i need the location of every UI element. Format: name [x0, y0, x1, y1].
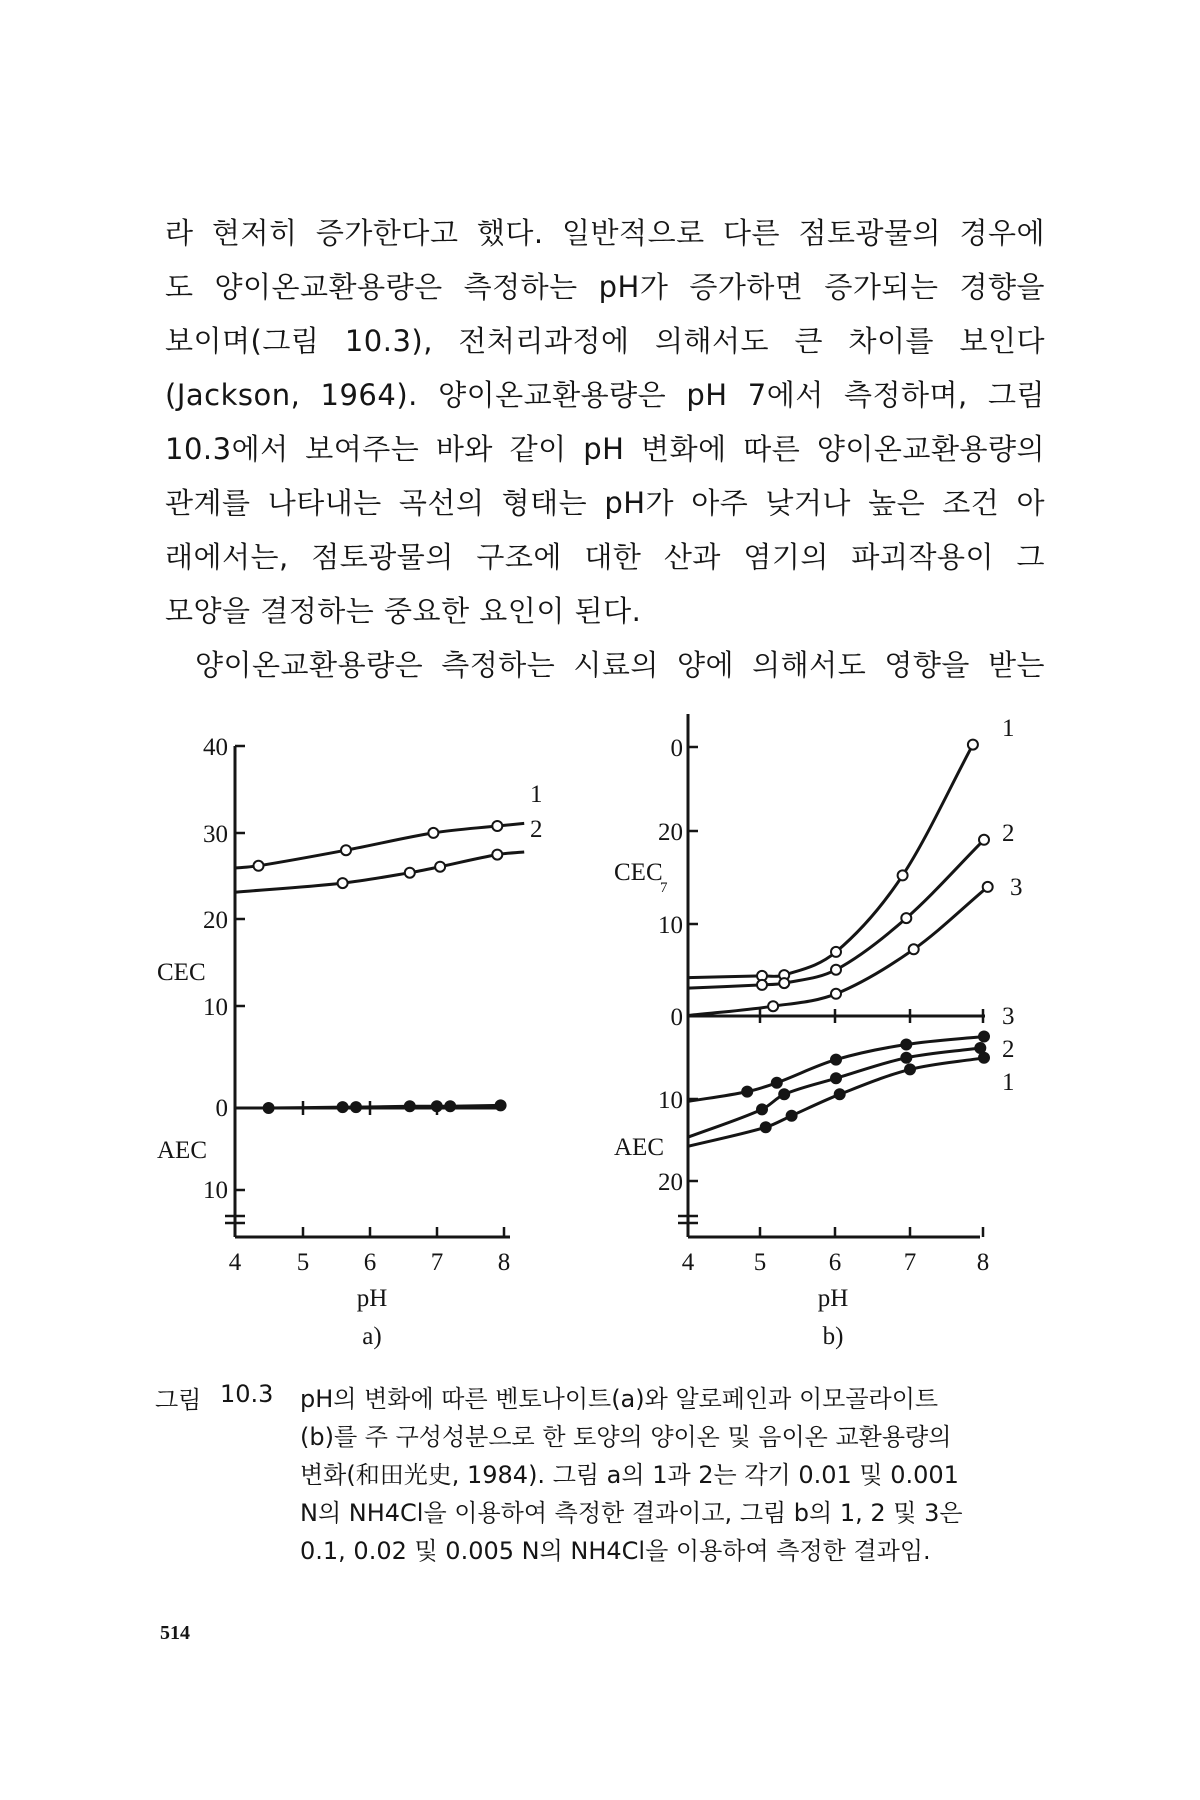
panel-b-series-cec-1-line: [688, 745, 973, 978]
panel-a-y-tick-label: 40: [203, 734, 228, 761]
panel-b-aec-curve-label: 2: [1002, 1036, 1015, 1063]
panel-a-cec-2-point: [492, 850, 502, 860]
paragraph-line: 10.3에서 보여주는 바와 같이 pH 변화에 따른 양이온교환용량의: [165, 432, 1045, 466]
panel-b-aec-label: AEC: [614, 1134, 664, 1161]
panel-b-aec-1-point: [905, 1064, 915, 1074]
panel-b: [614, 714, 1023, 1350]
panel-b-aec-2-point: [975, 1043, 985, 1053]
panel-b-cec-curve-label: 1: [1002, 715, 1015, 742]
panel-b-x-label: pH: [817, 1285, 849, 1312]
panel-a-aec-AEC-point: [445, 1101, 455, 1111]
panel-b-aec-curve-label: 1: [1002, 1069, 1015, 1096]
panel-a-aec-AEC-point: [351, 1102, 361, 1112]
panel-b-aec-2-point: [757, 1104, 767, 1114]
caption-line: 변화(和田光史, 1984). 그림 a의 1과 2는 각기 0.01 및 0.001: [300, 1461, 959, 1489]
panel-a-plot: [235, 821, 524, 1113]
panel-a-aec-AEC-point: [338, 1102, 348, 1112]
panel-b-aec-3-point: [979, 1032, 989, 1042]
panel-a-y-tick-label: 30: [203, 821, 228, 848]
panel-b-cec-curve-label: 3: [1010, 874, 1023, 901]
panel-b-x-tick-label: 8: [976, 1249, 990, 1276]
panel-a-cec-1-point: [492, 821, 502, 831]
panel-b-label: b): [822, 1323, 844, 1350]
panel-b-cec-3-point: [768, 1001, 778, 1011]
panel-b-y-tick-label: 20: [658, 1169, 683, 1196]
panel-a-aec-AEC-point: [264, 1103, 274, 1113]
panel-a-x-tick-label: 5: [296, 1249, 310, 1276]
panel-b-cec-3-point: [909, 944, 919, 954]
panel-b-cec-2-point: [779, 978, 789, 988]
caption-label: 그림: [155, 1386, 202, 1414]
panel-a-series-cec-2-line: [235, 852, 524, 892]
panel-a-cec-1-point: [254, 861, 264, 871]
paragraph-line: 보이며(그림 10.3), 전처리과정에 의해서도 큰 차이를 보인다: [165, 324, 1045, 358]
panel-b-series-aec-1-line: [688, 1058, 984, 1147]
panel-a-x-tick-label: 7: [430, 1249, 444, 1276]
caption-line: pH의 변화에 따른 벤토나이트(a)와 알로페인과 이모골라이트: [300, 1385, 939, 1413]
panel-b-cec-3-point: [983, 882, 993, 892]
caption-line: (b)를 주 구성성분으로 한 토양의 양이온 및 음이온 교환용량의: [300, 1423, 952, 1451]
panel-b-y-tick-label: 0: [670, 1004, 683, 1031]
panel-b-aec-2-point: [831, 1073, 841, 1083]
panel-b-cec-3-point: [831, 989, 841, 999]
paragraph-line: 관계를 나타내는 곡선의 형태는 pH가 아주 낮거나 높은 조건 아: [165, 486, 1045, 520]
figure-10-3: [0, 700, 1200, 1360]
paragraph-line: 라 현저히 증가한다고 했다. 일반적으로 다른 점토광물의 경우에: [165, 216, 1045, 250]
paragraph-line: 양이온교환용량은 측정하는 시료의 양에 의해서도 영향을 받는: [195, 648, 1045, 682]
panel-a-x-tick-label: 6: [363, 1249, 377, 1276]
panel-b-aec-3-point: [901, 1040, 911, 1050]
panel-b-aec-1-point: [979, 1053, 989, 1063]
caption-number: 10.3: [220, 1380, 274, 1408]
panel-a-cec-1-point: [428, 828, 438, 838]
panel-a-cec-2-point: [338, 878, 348, 888]
panel-a-cec-2-point: [405, 868, 415, 878]
panel-a-y-tick-label: 10: [203, 994, 228, 1021]
panel-b-aec-3-point: [831, 1055, 841, 1065]
panel-a-cec-1-point: [341, 845, 351, 855]
paragraph-line: (Jackson, 1964). 양이온교환용량은 pH 7에서 측정하며, 그림: [165, 378, 1045, 412]
panel-b-x-tick-label: 7: [903, 1249, 917, 1276]
panel-a-x-label: pH: [356, 1285, 388, 1312]
paragraph-line: 래에서는, 점토광물의 구조에 대한 산과 염기의 파괴작용이 그: [165, 540, 1045, 574]
panel-a-aec-label: AEC: [157, 1137, 207, 1164]
caption-line: 0.1, 0.02 및 0.005 N의 NH4Cl을 이용하여 측정한 결과임.: [300, 1537, 931, 1565]
panel-b-cec-1-point: [898, 870, 908, 880]
panel-a-aec-AEC-point: [432, 1101, 442, 1111]
panel-a-curve-label: 1: [530, 781, 543, 808]
panel-b-cec-label: CEC: [614, 859, 663, 886]
panel-a-cec-label: CEC: [157, 959, 206, 986]
caption-line: N의 NH4Cl을 이용하여 측정한 결과이고, 그림 b의 1, 2 및 3은: [300, 1499, 963, 1527]
panel-b-cec-curve-label: 2: [1002, 820, 1015, 847]
panel-b-aec-2-point: [901, 1053, 911, 1063]
panel-a-label: a): [362, 1323, 382, 1350]
panel-a-y-tick-label: 0: [215, 1095, 228, 1122]
panel-a-x-tick-label: 8: [497, 1249, 511, 1276]
panel-a-series-cec-1-line: [235, 823, 524, 868]
panel-b-aec-2-point: [779, 1089, 789, 1099]
panel-b-x-tick-label: 4: [681, 1249, 695, 1276]
panel-b-cec-subscript: 7: [660, 880, 668, 896]
panel-b-aec-1-point: [835, 1089, 845, 1099]
panel-b-cec-2-point: [979, 835, 989, 845]
panel-b-x-tick-label: 6: [828, 1249, 842, 1276]
panel-b-aec-3-point: [742, 1087, 752, 1097]
panel-b-aec-1-point: [787, 1111, 797, 1121]
panel-a-cec-2-point: [435, 862, 445, 872]
panel-b-cec-2-point: [757, 980, 767, 990]
panel-b-cec-2-point: [831, 965, 841, 975]
panel-a-curve-label: 2: [530, 816, 543, 843]
figure-caption: [300, 1380, 1060, 1570]
panel-b-aec-3-point: [772, 1078, 782, 1088]
panel-b-x-tick-label: 5: [753, 1249, 767, 1276]
panel-a-aec-AEC-point: [405, 1101, 415, 1111]
panel-b-y-tick-label: 20: [658, 819, 683, 846]
panel-b-y-tick-label: 0: [670, 735, 683, 762]
panel-a-x-tick-label: 4: [228, 1249, 242, 1276]
panel-a: [157, 734, 543, 1350]
panel-a-y-tick-label: 10: [203, 1177, 228, 1204]
panel-b-aec-1-point: [761, 1122, 771, 1132]
panel-b-cec-1-point: [831, 947, 841, 957]
panel-b-y-tick-label: 10: [658, 912, 683, 939]
page-number: 514: [160, 1622, 190, 1644]
paragraph-line: 모양을 결정하는 중요한 요인이 된다.: [165, 594, 642, 628]
panel-b-cec-2-point: [901, 913, 911, 923]
paragraph-line: 도 양이온교환용량은 측정하는 pH가 증가하면 증가되는 경향을: [165, 270, 1045, 304]
panel-b-cec-1-point: [968, 740, 978, 750]
panel-b-plot: [688, 740, 993, 1147]
panel-b-aec-curve-label: 3: [1002, 1003, 1015, 1030]
panel-a-y-tick-label: 20: [203, 907, 228, 934]
panel-a-aec-AEC-point: [496, 1100, 506, 1110]
panel-b-y-tick-label: 10: [658, 1087, 683, 1114]
